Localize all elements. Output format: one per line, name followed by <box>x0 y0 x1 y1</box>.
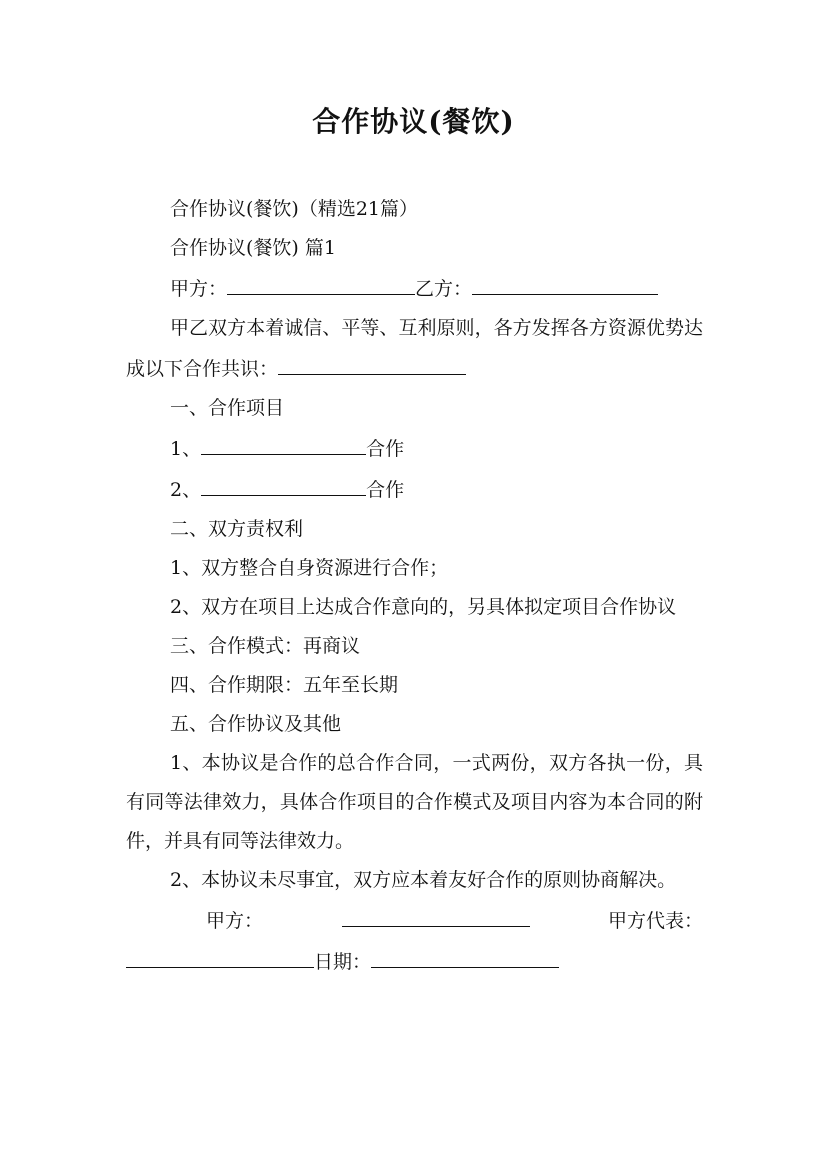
project-1-blank <box>201 428 366 455</box>
sign-party-a-rep-blank <box>126 941 314 968</box>
intro-blank <box>278 348 466 375</box>
other-1: 1、本协议是合作的总合作合同，一式两份，双方各执一份，具有同等法律效力，具体合作项目的合作模式及项目内容为本合同的附件，并具有同等法律效力。 <box>126 752 703 852</box>
sign-party-a-rep-label: 甲方代表： <box>607 910 703 932</box>
document-body <box>126 190 703 982</box>
intro-text: 甲乙双方本着诚信、平等、互利原则，各方发挥各方资源优势达成以下合作共识： <box>126 317 703 380</box>
rights-2: 2、双方在项目上达成合作意向的，另具体拟定项目合作协议 <box>170 596 677 618</box>
signature-line-1 <box>126 900 703 941</box>
project-1-line <box>126 428 703 469</box>
item1-heading: 一、合作项目 <box>170 397 285 419</box>
item2-heading: 二、双方责权利 <box>170 518 304 540</box>
parties-line <box>126 268 703 309</box>
party-a-blank <box>227 268 415 295</box>
signature-line-2 <box>126 941 703 982</box>
project-2-line <box>126 469 703 510</box>
sign-date-blank <box>371 941 559 968</box>
sign-date-label: 日期： <box>314 951 372 973</box>
item3: 三、合作模式：再商议 <box>170 635 361 657</box>
document-title: 合作协议(餐饮) <box>312 105 515 138</box>
sign-party-a-label: 甲方： <box>206 910 264 932</box>
rights-1: 1、双方整合自身资源进行合作； <box>170 557 449 579</box>
other-2: 2、本协议未尽事宜，双方应本着友好合作的原则协商解决。 <box>170 869 677 891</box>
section-heading: 合作协议(餐饮) 篇1 <box>170 237 336 259</box>
party-b-label: 乙方： <box>415 278 473 300</box>
project-2-suffix: 合作 <box>366 479 405 501</box>
project-1-suffix: 合作 <box>366 438 405 460</box>
intro-paragraph <box>126 309 703 389</box>
item4: 四、合作期限：五年至长期 <box>170 674 399 696</box>
project-2-prefix: 2、 <box>170 479 202 501</box>
item5-heading: 五、合作协议及其他 <box>170 713 342 735</box>
party-a-label: 甲方： <box>170 278 228 300</box>
project-1-prefix: 1、 <box>170 438 202 460</box>
party-b-blank <box>472 268 658 295</box>
sign-party-a-blank <box>342 900 530 927</box>
project-2-blank <box>201 469 366 496</box>
document-subtitle: 合作协议(餐饮)（精选21篇） <box>170 198 419 220</box>
